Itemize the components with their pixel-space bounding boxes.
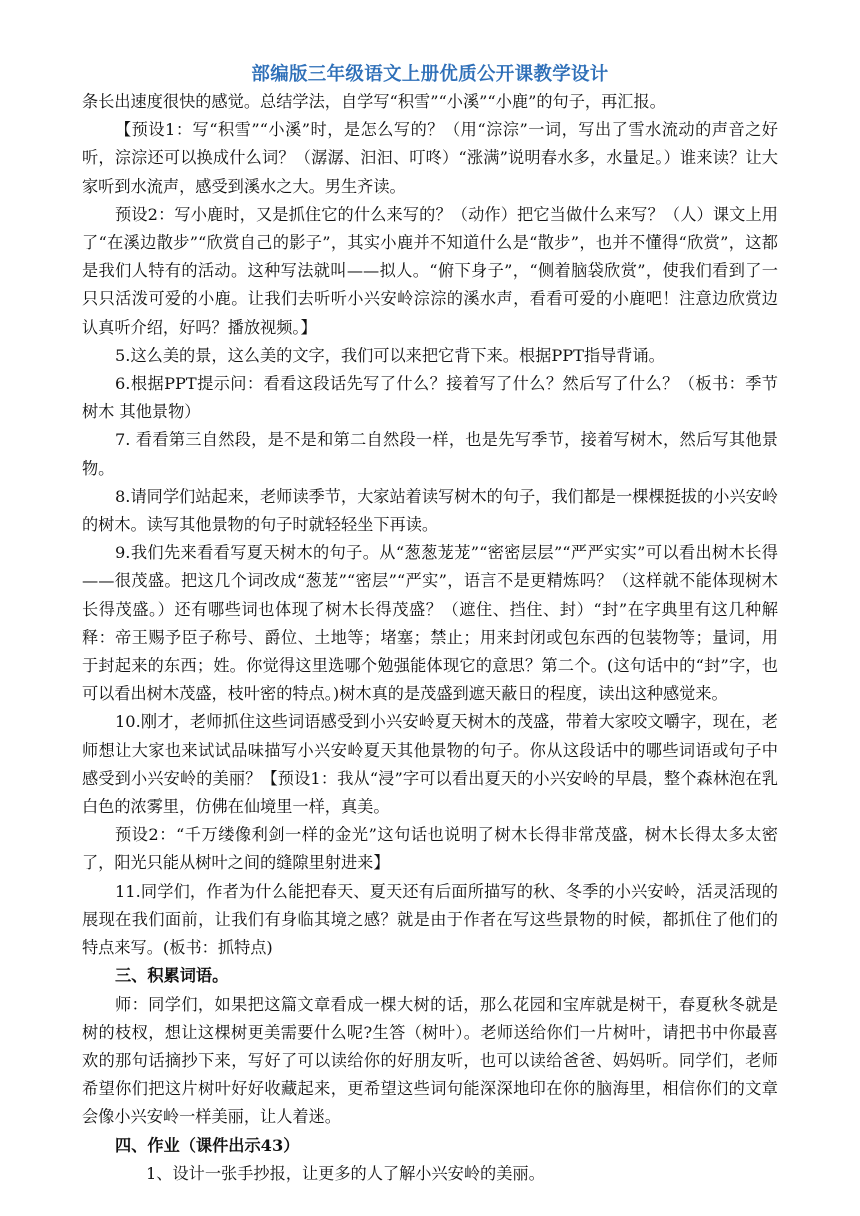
section-heading-vocabulary: 三、积累词语。 [115, 966, 229, 986]
paragraph-step-5: 5.这么美的景，这么美的文字，我们可以来把它背下来。根据PPT指导背诵。 [115, 345, 665, 365]
document-body [82, 88, 778, 1188]
paragraph-teacher-remarks: 师：同学们，如果把这篇文章看成一棵大树的话，那么花园和宝库就是树干，春夏秋冬就是树的枝杈，想让这棵树更美需要什么呢?生答（树叶）。老师送给你们一片树叶，请把书中你最喜欢的那句话摘抄下来，写好了可以读给你的好朋友听，也可以读给爸爸、妈妈听。同学们，老师希望你们把这片树叶好好收藏起来，更希望这些词句能深深地印在你的脑海里，相信你们的文章会像小兴安岭一样美丽，让人着迷。 [82, 994, 778, 1127]
paragraph-step-9: 9.我们先来看看写夏天树木的句子。从“葱葱茏茏”“密密层层”“严严实实”可以看出树木长得——很茂盛。把这几个词改成“葱茏”“密层”“严实”，语言不是更精炼吗？（这样就不能体现树木长得茂盛。）还有哪些词也体现了树木长得茂盛？（遮住、挡住、封）“封”在字典里有这几种解释：帝王赐予臣子称号、爵位、土地等；堵塞；禁止；用来封闭或包东西的包装物等；量词，用于封起来的东西；姓。你觉得这里选哪个勉强能体现它的意思？第二个。(这句话中的“封”字，也可以看出树木茂盛，枝叶密的特点。)树木真的是茂盛到遮天蔽日的程度，读出这种感觉来。 [82, 543, 778, 704]
paragraph-step-6: 6.根据PPT提示问：看看这段话先写了什么？接着写了什么？然后写了什么？（板书：季节 树木 其他景物） [82, 374, 778, 422]
paragraph-continuation: 条长出速度很快的感觉。总结学法，自学写“积雪”“小溪”“小鹿”的句子，再汇报。 [82, 92, 666, 111]
paragraph-step-10: 10.刚才，老师抓住这些词语感受到小兴安岭夏天树木的茂盛，带着大家咬文嚼字，现在，老师想让大家也来试试品味描写小兴安岭夏天其他景物的句子。你从这段话中的哪些词语或句子中感受到小兴安岭的美丽？【预设1：我从“浸”字可以看出夏天的小兴安岭的早晨，整个森林泡在乳白色的浓雾里，仿佛在仙境里一样，真美。 [82, 712, 778, 817]
paragraph-step-8: 8.请同学们站起来，老师读季节，大家站着读写树木的句子，我们都是一棵棵挺拔的小兴安岭的树木。读写其他景物的句子时就轻轻坐下再读。 [82, 486, 778, 535]
paragraph-step-11: 11.同学们，作者为什么能把春天、夏天还有后面所描写的秋、冬季的小兴安岭，活灵活现的展现在我们面前，让我们有身临其境之感？就是由于作者在写这些景物的时候，都抓住了他们的特点来写。(板书：抓特点) [82, 881, 778, 958]
paragraph-preset-1: 【预设1：写“积雪”“小溪”时，是怎么写的？（用“淙淙”一词，写出了雪水流动的声音之好听，淙淙还可以换成什么词？（潺潺、汩汩、叮咚）“涨满”说明春水多，水量足。）谁来读？让大家听到水流声，感受到溪水之大。男生齐读。 [82, 120, 778, 196]
paragraph-preset-2: 预设2：写小鹿时，又是抓住它的什么来写的？（动作）把它当做什么来写？（人）课文上用了“在溪边散步”“欣赏自己的影子”，其实小鹿并不知道什么是“散步”，也并不懂得“欣赏”，这都是我们人特有的活动。这种写法就叫——拟人。“俯下身子”，“侧着脑袋欣赏”，使我们看到了一只只活泼可爱的小鹿。让我们去听听小兴安岭淙淙的溪水声，看看可爱的小鹿吧！注意边欣赏边认真听介绍，好吗？播放视频。】 [82, 204, 778, 337]
paragraph-homework-item-1: 1、设计一张手抄报，让更多的人了解小兴安岭的美丽。 [146, 1163, 545, 1183]
document-title: 部编版三年级语文上册优质公开课教学设计 [251, 64, 609, 85]
document-page [82, 62, 778, 1188]
paragraph-step-10-preset-2: 预设2：“千万缕像利剑一样的金光”这句话也说明了树木长得非常茂盛，树木长得太多太密了，阳光只能从树叶之间的缝隙里射进来】 [82, 825, 778, 873]
paragraph-step-7: 7. 看看第三自然段，是不是和第二自然段一样，也是先写季节，接着写树木，然后写其他景物。 [82, 430, 778, 478]
section-heading-homework: 四、作业（课件出示43） [115, 1135, 300, 1155]
